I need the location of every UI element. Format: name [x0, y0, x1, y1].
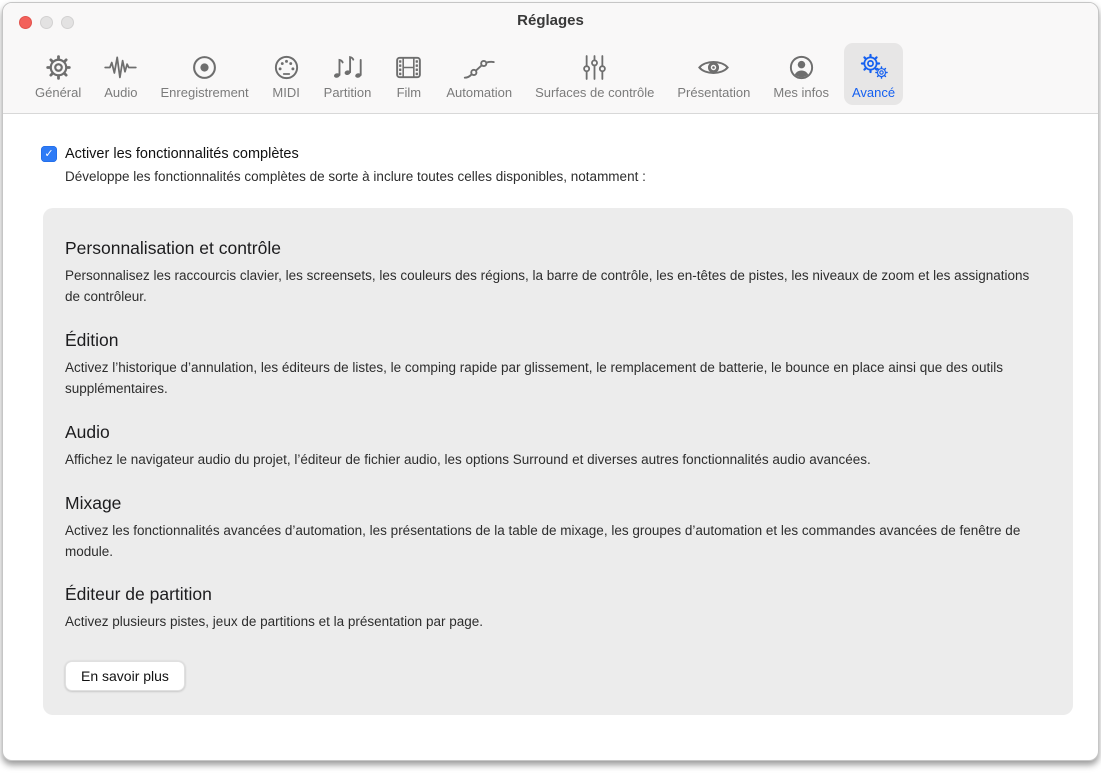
- tab-label: Surfaces de contrôle: [535, 85, 655, 100]
- section-edition: [65, 330, 1049, 400]
- film-strip-icon: [394, 51, 423, 83]
- section-body: Personnalisez les raccourcis clavier, les screensets, les couleurs des régions, la barre de contrôle, les en-têtes de pistes, les niveaux de zoom et les assignations de contrôleur.: [65, 268, 1030, 304]
- tab-enregistrement[interactable]: [153, 43, 257, 105]
- learn-more-button[interactable]: En savoir plus: [65, 661, 185, 691]
- title-bar[interactable]: [3, 3, 1098, 41]
- tab-label: Automation: [446, 85, 513, 100]
- tab-midi[interactable]: [264, 43, 309, 105]
- section-personnalisation: [65, 238, 1049, 308]
- tab-automation[interactable]: [438, 43, 520, 105]
- tab-label: Enregistrement: [160, 85, 249, 100]
- section-title: Édition: [65, 329, 119, 350]
- tab-mes-infos[interactable]: [765, 43, 837, 105]
- full-features-label[interactable]: Activer les fonctionnalités complètes: [65, 146, 299, 162]
- tab-label: Partition: [323, 85, 372, 100]
- tab-label: Audio: [104, 85, 138, 100]
- section-editeur-de-partition: [65, 584, 1049, 633]
- tab-label: MIDI: [272, 85, 300, 100]
- section-body: Activez les fonctionnalités avancées d’automation, les présentations de la table de mixage, les groupes d’automation et les commandes avancées de fenêtre de module.: [65, 522, 1021, 559]
- section-audio: [65, 422, 1049, 471]
- section-body: Activez plusieurs pistes, jeux de partitions et la présentation par page.: [65, 614, 483, 630]
- section-body: Affichez le navigateur audio du projet, l’éditeur de fichier audio, les options Surround et diverses autres fonctionnalités audio avancées.: [65, 451, 871, 467]
- tab-general[interactable]: [27, 43, 89, 105]
- tab-label: Présentation: [677, 85, 751, 100]
- full-features-row: [41, 146, 1070, 162]
- midi-connector-icon: [272, 51, 301, 83]
- section-title: Personnalisation et contrôle: [65, 238, 281, 258]
- section-title: Éditeur de partition: [65, 584, 212, 605]
- tab-presentation[interactable]: [669, 43, 758, 105]
- tab-avance[interactable]: [844, 43, 903, 105]
- tab-label: Mes infos: [773, 85, 829, 100]
- section-mixage: [65, 493, 1049, 563]
- double-gear-icon: [857, 51, 890, 83]
- waveform-icon: [104, 51, 137, 83]
- full-features-checkbox[interactable]: [41, 146, 57, 162]
- full-features-description: Développe les fonctionnalités complètes de sorte à inclure toutes celles disponibles, notamment :: [65, 169, 646, 184]
- advanced-pane: [3, 114, 1098, 715]
- music-notes-icon: [331, 51, 364, 83]
- tab-surfaces-de-controle[interactable]: [527, 43, 662, 105]
- sliders-icon: [580, 51, 609, 83]
- record-icon: [190, 51, 219, 83]
- window-title: Réglages: [517, 12, 584, 29]
- tab-label: Film: [396, 85, 422, 100]
- settings-toolbar: [3, 41, 1098, 113]
- tab-partition[interactable]: [316, 43, 380, 105]
- tab-label: Général: [35, 85, 82, 100]
- tab-film[interactable]: [386, 43, 431, 105]
- automation-curve-icon: [463, 51, 496, 83]
- window-chrome: [3, 3, 1098, 114]
- settings-window: [2, 2, 1099, 761]
- person-icon: [787, 51, 816, 83]
- eye-icon: [697, 51, 730, 83]
- section-title: Audio: [65, 421, 110, 442]
- gear-icon: [44, 51, 73, 83]
- section-title: Mixage: [65, 492, 122, 513]
- features-groupbox: [43, 208, 1073, 715]
- tab-label: Avancé: [852, 85, 896, 100]
- tab-audio[interactable]: [96, 43, 145, 105]
- section-body: Activez l’historique d’annulation, les éditeurs de listes, le comping rapide par glissement, le remplacement de batterie, le bounce en place ainsi que des outils supplémentaires.: [65, 359, 1004, 396]
